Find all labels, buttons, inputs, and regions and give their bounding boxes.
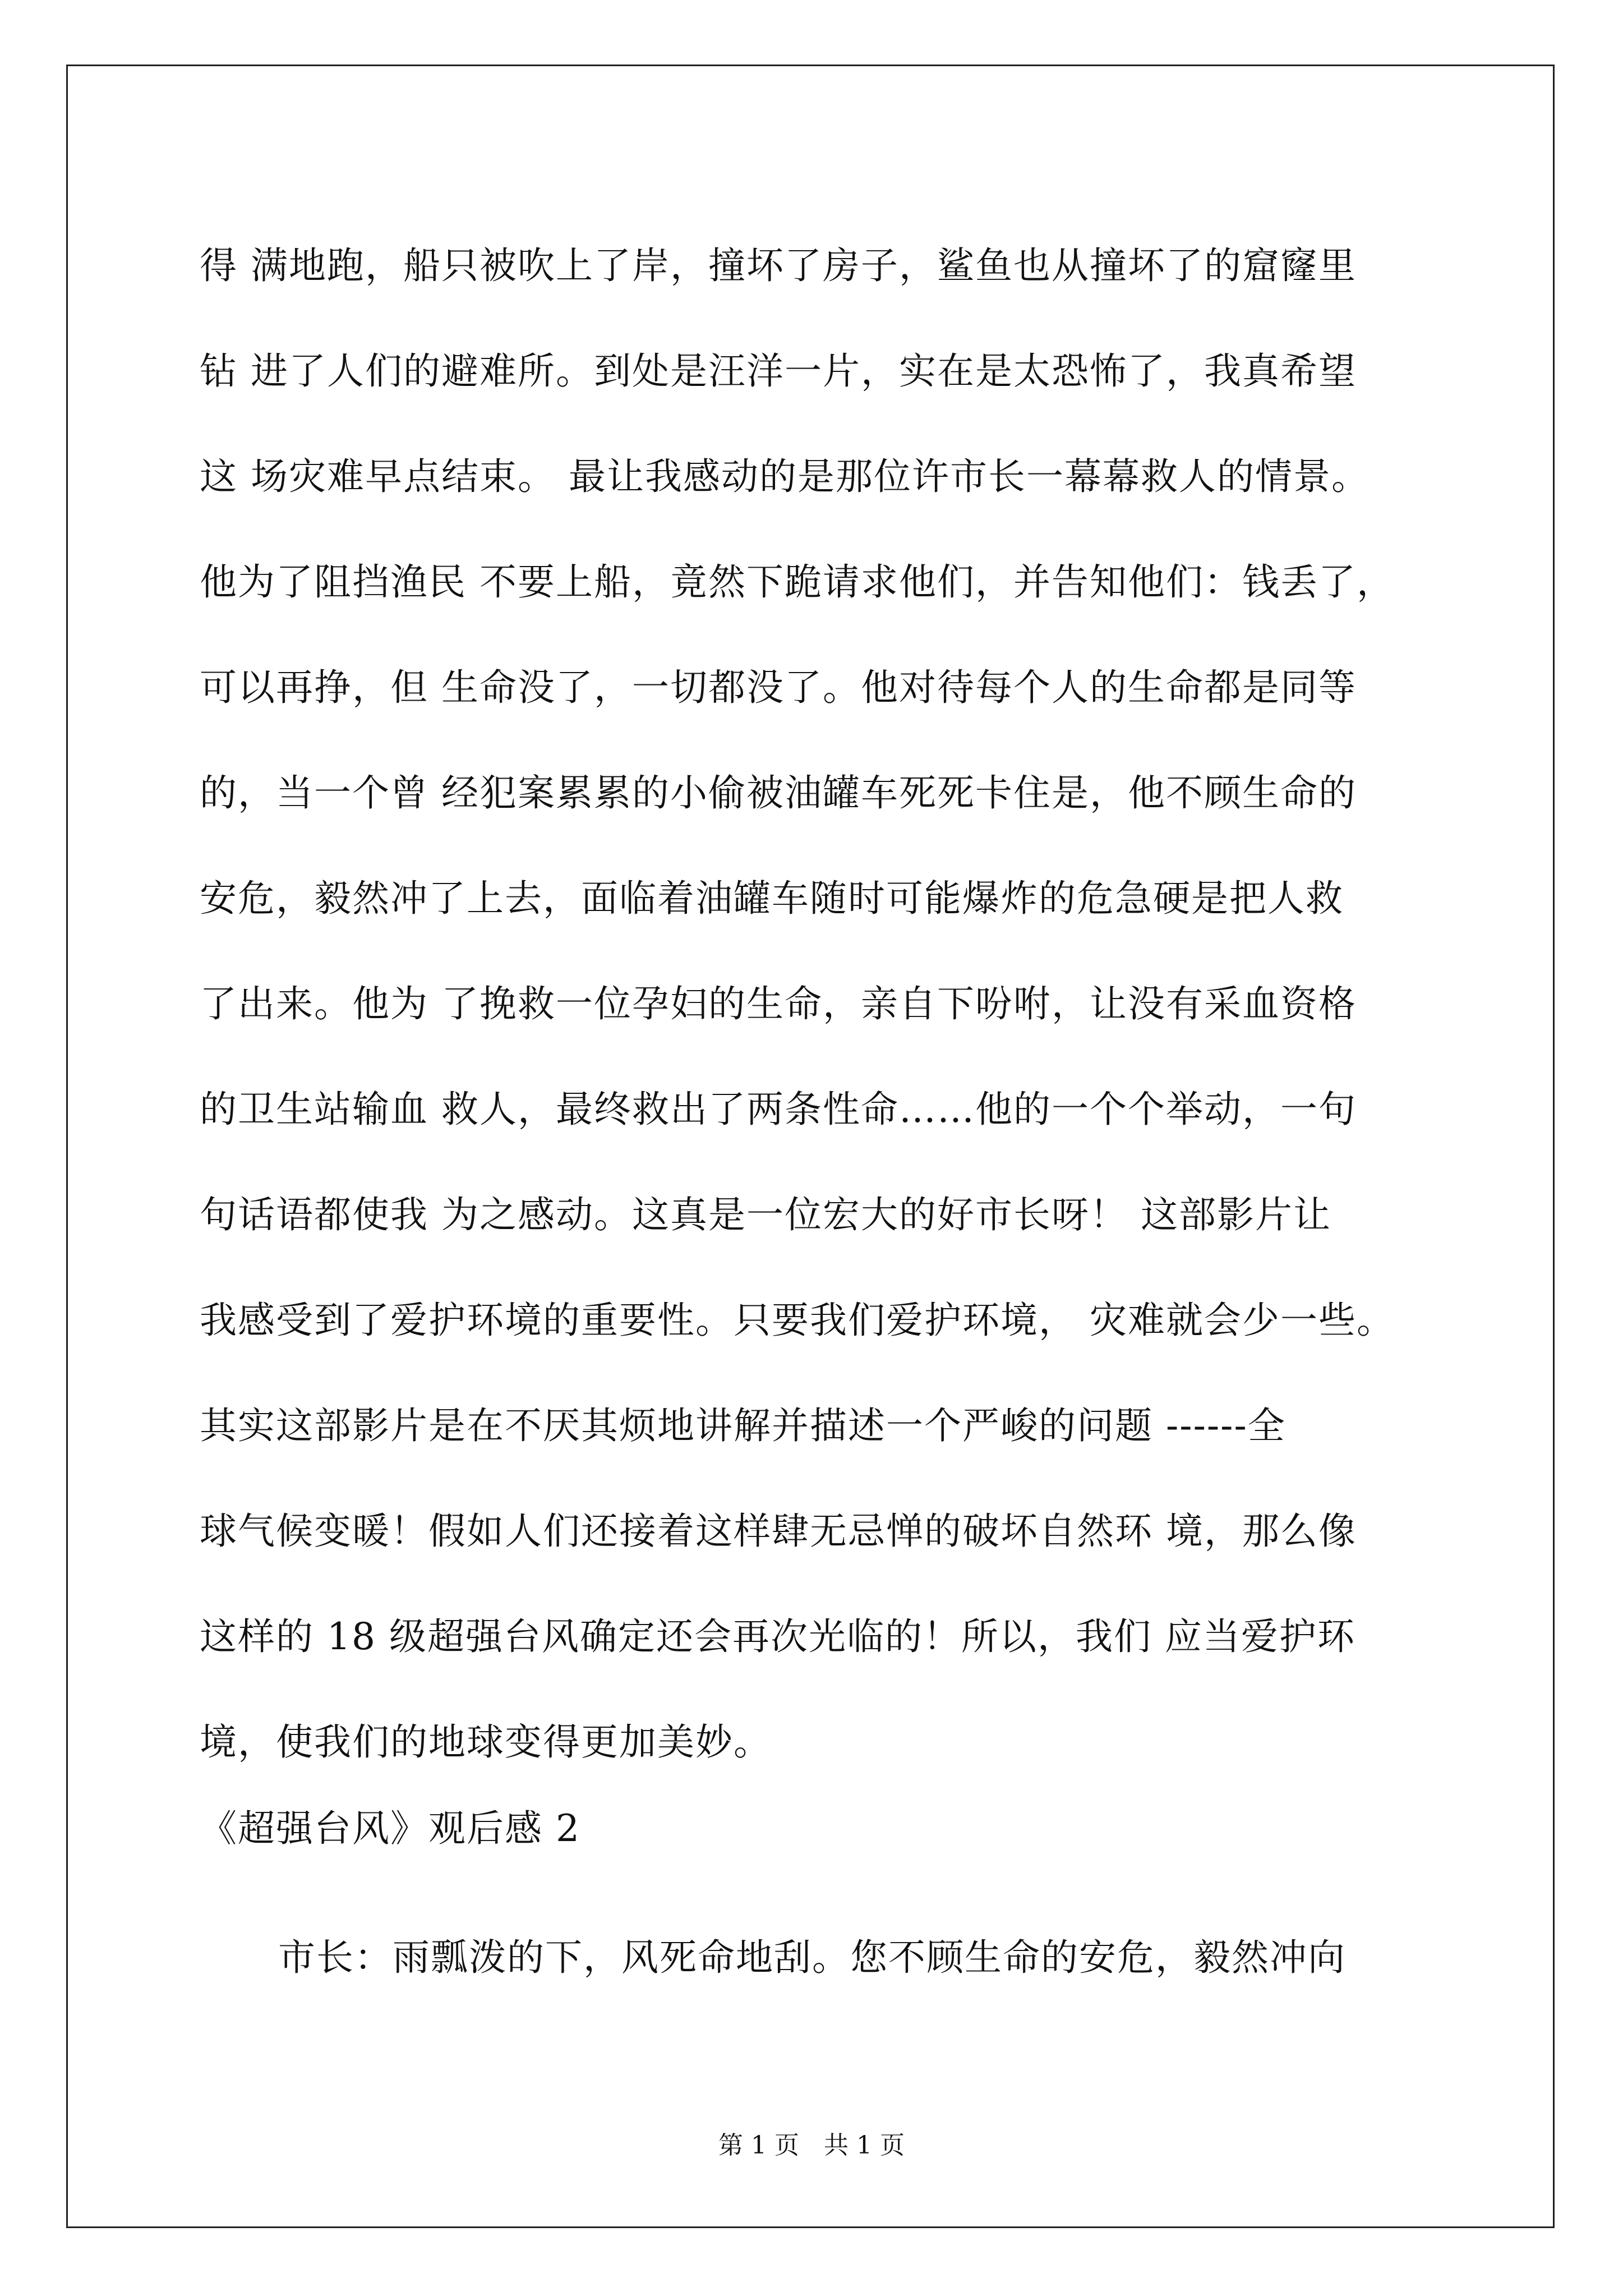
page-number: 第 1 页 共 1 页 [718,2131,905,2160]
body-text [200,213,1467,1795]
body-line: 其实这部影片是在不厌其烦地讲解并描述一个严峻的问题 ------全 [200,1404,1286,1447]
body-line: 我感受到了爱护环境的重要性。只要我们爱护环境， 灾难就会少一些。 [200,1299,1395,1342]
section-heading: 《超强台风》观后感 2 [200,1807,580,1850]
section-paragraph [200,1905,1467,2010]
body-line: 了出来。他为 了挽救一位孕妇的生命，亲自下吩咐，让没有采血资格 [200,982,1357,1025]
body-line: 得 满地跑，船只被吹上了岸，撞坏了房子，鲨鱼也从撞坏了的窟窿里 [200,244,1357,287]
body-line: 安危，毅然冲了上去，面临着油罐车随时可能爆炸的危急硬是把人救 [200,877,1344,920]
section-first-line: 市长：雨瓢泼的下，风死命地刮。您不顾生命的安危，毅然冲向 [278,1936,1346,1979]
body-line: 境，使我们的地球变得更加美妙。 [200,1720,772,1764]
body-line: 这样的 18 级超强台风确定还会再次光临的！所以，我们 应当爱护环 [200,1615,1355,1658]
body-line: 的，当一个曾 经犯案累累的小偷被油罐车死死卡住是，他不顾生命的 [200,771,1357,815]
body-line: 可以再挣，但 生命没了，一切都没了。他对待每个人的生命都是同等 [200,666,1357,709]
body-line: 的卫生站输血 救人，最终救出了两条性命……他的一个个举动，一句 [200,1088,1357,1131]
body-line: 球气候变暖！假如人们还接着这样肆无忌惮的破坏自然环 境，那么像 [200,1510,1357,1553]
body-line: 钻 进了人们的避难所。到处是汪洋一片，实在是太恐怖了，我真希望 [200,349,1357,393]
body-line: 这 场灾难早点结束。 最让我感动的是那位许市长一幕幕救人的情景。 [200,455,1370,498]
body-line: 他为了阻挡渔民 不要上船，竟然下跪请求他们，并告知他们：钱丢了， [200,560,1395,604]
body-line: 句话语都使我 为之感动。这真是一位宏大的好市长呀！ 这部影片让 [200,1193,1331,1236]
